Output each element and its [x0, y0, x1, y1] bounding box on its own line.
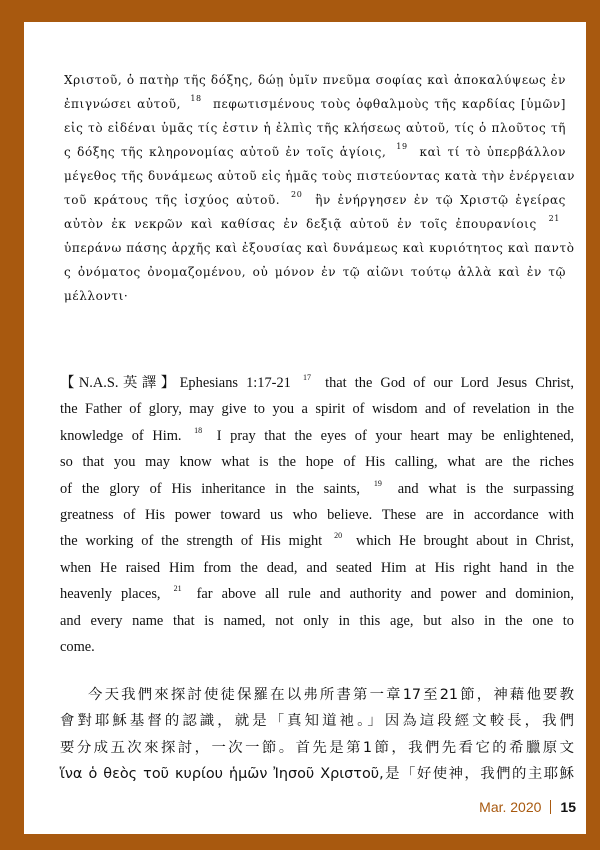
greek-text: ἣν ἐνήργησεν ἐν τῷ Χριστῷ ἐγείρας	[315, 193, 566, 207]
english-text: that the God of our Lord Jesus Christ,	[325, 375, 575, 391]
greek-line	[64, 188, 566, 212]
chinese-line: ἵνα ὁ θεὸς τοῦ κυρίου ἡμῶν Ἰησοῦ Χριστοῦ,是「好使神，我們的主耶穌	[60, 766, 574, 783]
greek-line	[64, 140, 566, 164]
english-text: and what is the surpassing	[397, 480, 574, 497]
greek-line	[64, 92, 566, 116]
greek-line: μέλλοντι·	[64, 289, 129, 303]
english-line	[60, 370, 574, 396]
english-line: so that you may know what is the hope of His calling, what are the riches	[60, 454, 574, 471]
greek-text: καὶ τί τὸ ὑπερβάλλον	[419, 145, 567, 159]
english-line: and every name that is named, not only in this age, but also in the one to	[60, 612, 574, 629]
english-text: knowledge of Him.	[60, 427, 182, 444]
english-text: I pray that the eyes of your heart may be enlightened,	[216, 427, 574, 444]
greek-line: Χριστοῦ, ὁ πατὴρ τῆς δόξης, δώῃ ὑμῖν πνεῦμα σοφίας καὶ ἀποκαλύψεως ἐν	[64, 73, 566, 87]
chinese-line: 今天我們來探討使徒保羅在以弗所書第一章17至21節，神藉他要教	[88, 687, 574, 703]
greek-text: τοῦ κράτους τῆς ἰσχύος αὐτοῦ.	[64, 193, 281, 207]
english-line	[60, 476, 574, 502]
greek-line	[64, 212, 566, 236]
english-text: of the glory of His inheritance in the saints,	[60, 480, 361, 497]
verse-number: 19	[373, 478, 382, 488]
english-text: which He brought about in Christ,	[355, 533, 574, 550]
verse-number: 18	[194, 425, 203, 435]
greek-text: ς δόξης τῆς κληρονομίας αὐτοῦ ἐν τοῖς ἁγίοις,	[64, 145, 387, 159]
page-number: 15	[560, 799, 576, 815]
greek-text-block	[64, 68, 576, 308]
greek-text: ἐπιγνώσει αὐτοῦ,	[64, 97, 182, 111]
verse-number: 20	[291, 190, 303, 199]
greek-text: πεφωτισμένους τοὺς ὀφθαλμοὺς τῆς καρδίας [ὑμῶν]	[213, 97, 567, 111]
greek-line: εἰς τὸ εἰδέναι ὑμᾶς τίς ἐστιν ἡ ἐλπὶς τῆς κλήσεως αὐτοῦ, τίς ὁ πλοῦτος τῆ	[64, 121, 566, 135]
english-line: when He raised Him from the dead, and seated Him at His right hand in the	[60, 559, 574, 576]
verse-number: 21	[548, 214, 560, 223]
verse-number: 17	[302, 373, 311, 382]
english-line	[60, 581, 574, 607]
chinese-line: 會對耶穌基督的認識，就是「真知道祂。」因為這段經文較長，我們	[60, 713, 574, 730]
greek-line: μέγεθος τῆς δυνάμεως αὐτοῦ εἰς ἡμᾶς τοὺς πιστεύοντας κατὰ τὴν ἐνέργειαν	[64, 169, 576, 183]
english-line: come.	[60, 639, 95, 656]
english-line	[60, 423, 574, 449]
verse-number: 18	[190, 94, 202, 103]
verse-number: 19	[396, 142, 408, 151]
issue-date: Mar. 2020	[479, 799, 542, 815]
english-line: greatness of His power toward us who believe. These are in accordance with	[60, 507, 574, 524]
english-text: the working of the strength of His might	[60, 533, 323, 550]
verse-number: 20	[334, 531, 343, 541]
page-footer	[479, 799, 576, 815]
greek-line: ς ὀνόματος ὀνομαζομένου, οὐ μόνον ἐν τῷ αἰῶνι τούτῳ ἀλλὰ καὶ ἐν τῷ	[64, 265, 566, 279]
english-text: far above all rule and authority and power and dominion,	[196, 586, 574, 603]
verse-number: 21	[173, 584, 182, 594]
english-line	[60, 528, 574, 554]
english-text: 【N.A.S.英譯】Ephesians 1:17-21	[60, 375, 291, 391]
english-translation-block	[60, 370, 574, 660]
english-text: heavenly places,	[60, 586, 161, 603]
greek-text: αὐτὸν ἐκ νεκρῶν καὶ καθίσας ἐν δεξιᾷ αὐτοῦ ἐν τοῖς ἐπουρανίοις	[64, 217, 537, 231]
page	[24, 22, 586, 834]
english-line: the Father of glory, may give to you a spirit of wisdom and of revelation in the	[60, 401, 574, 418]
chinese-line: 要分成五次來探討，一次一節。首先是第1節，我們先看它的希臘原文	[60, 739, 574, 756]
greek-line: ὑπεράνω πάσης ἀρχῆς καὶ ἐξουσίας καὶ δυνάμεως καὶ κυριότητος καὶ παντὸ	[64, 241, 575, 255]
footer-divider	[550, 800, 551, 814]
chinese-commentary-block	[60, 682, 574, 788]
